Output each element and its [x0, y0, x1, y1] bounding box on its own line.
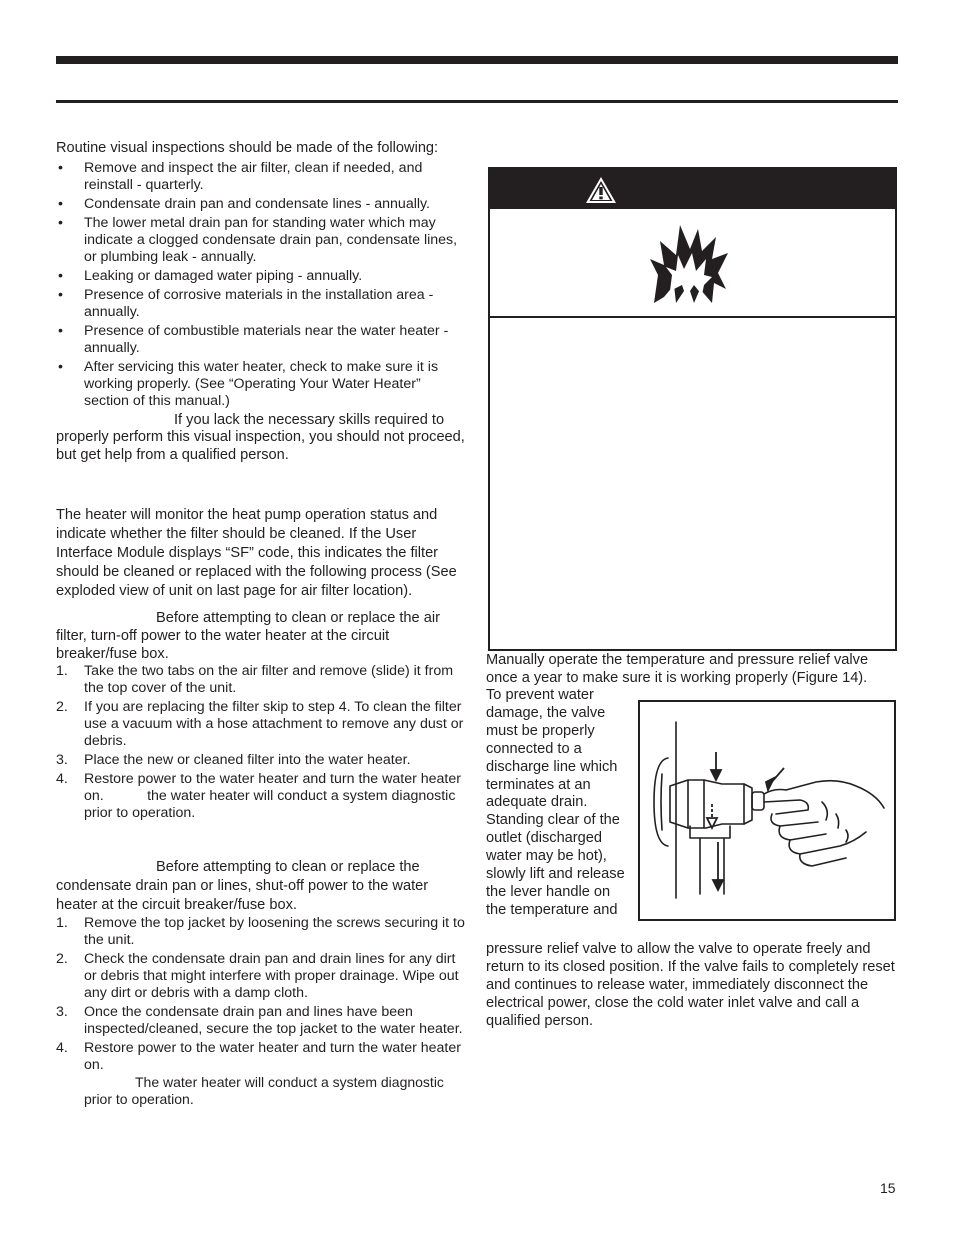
- filter-caution: Before attempting to clean or replace the air filter, turn-off power to the water heater at the circuit breaker/fuse box.: [56, 610, 440, 662]
- skills-note: If you lack the necessary skills required to properly perform this visual inspection, you should not proceed, but get help from a qualified person.: [56, 411, 465, 463]
- header-rule-thick: [56, 56, 898, 64]
- filter-steps: [56, 663, 468, 822]
- explosion-icon: [650, 219, 730, 305]
- warning-box: [488, 167, 897, 651]
- filter-intro: The heater will monitor the heat pump operation status and indicate whether the filter should be cleaned. If the User Interface Module displays “SF” code, this indicates the filter should be cleaned or replaced with the following process (See exploded view of unit on last page for air filter location).: [56, 507, 457, 599]
- left-column: [56, 140, 468, 1108]
- list-item: • Presence of corrosive materials in the installation area - annually.: [58, 286, 434, 320]
- warning-triangle-icon: [585, 176, 617, 204]
- relief-safety-text: To prevent water damage, the valve must be properly connected to a discharge line which terminates at an adequate drain. Standing clear of the outlet (discharged water may be hot), slowly lift and release the lever handle on the temperature and: [486, 687, 625, 918]
- header-rule-thin: [56, 100, 898, 103]
- right-column-top: [486, 651, 898, 687]
- list-item: 4. Restore power to the water heater and turn the water heater on. the water heater will conduct a system diagnostic prior to operation.: [56, 771, 465, 821]
- list-item: 4. Restore power to the water heater and turn the water heater on.: [56, 1040, 461, 1073]
- list-item: • Condensate drain pan and condensate lines - annually.: [58, 195, 430, 212]
- list-item: • Leaking or damaged water piping - annually.: [58, 267, 363, 284]
- drain-note: The water heater will conduct a system diagnostic prior to operation.: [84, 1074, 444, 1107]
- relief-valve-figure: [638, 700, 896, 921]
- list-item: 1. Take the two tabs on the air filter and remove (slide) it from the top cover of the unit.: [56, 663, 454, 696]
- inspection-intro: Routine visual inspections should be made of the following:: [56, 140, 439, 156]
- list-item: • Remove and inspect the air filter, clean if needed, and reinstall - quarterly.: [58, 159, 423, 193]
- right-column-bottom: [486, 940, 898, 1030]
- drain-steps: [56, 915, 468, 1074]
- page-number: 15: [880, 1180, 896, 1196]
- list-item: 1. Remove the top jacket by loosening the screws securing it to the unit.: [56, 915, 465, 948]
- list-item: 3. Place the new or cleaned filter into the water heater.: [56, 752, 411, 768]
- list-item: • Presence of combustible materials near the water heater - annually.: [58, 322, 449, 356]
- relief-instruction: Manually operate the temperature and pressure relief valve once a year to make sure it is working properly (Figure 14).: [486, 652, 869, 686]
- right-column-narrow: [486, 687, 634, 920]
- inspection-list: [56, 160, 468, 410]
- list-item: • After servicing this water heater, check to make sure it is working properly. (See “Operating Your Water Heater” section of this manual.): [58, 358, 439, 409]
- relief-continue-text: pressure relief valve to allow the valve to operate freely and return to its closed position. If the valve fails to completely reset and continues to release water, immediately disconnect the electrical power, close the cold water inlet valve and call a qualified person.: [486, 941, 895, 1029]
- list-item: 2. Check the condensate drain pan and drain lines for any dirt or debris that might interfere with proper drainage. Wipe out any dirt or debris with a damp cloth.: [56, 951, 459, 1001]
- list-item: • The lower metal drain pan for standing water which may indicate a clogged condensate drain pan, condensate lines, or plumbing leak - annually.: [58, 214, 458, 265]
- relief-valve-illustration: [640, 702, 894, 919]
- warning-header: [490, 169, 895, 209]
- list-item: 3. Once the condensate drain pan and lines have been inspected/cleaned, secure the top jacket to the water heater.: [56, 1004, 463, 1037]
- list-item: 2. If you are replacing the filter skip to step 4. To clean the filter use a vacuum with a hose attachment to remove any dust or debris.: [56, 699, 464, 749]
- warning-image-area: [490, 209, 895, 318]
- drain-caution: Before attempting to clean or replace the condensate drain pan or lines, shut-off power to the water heater at the circuit breaker/fuse box.: [56, 859, 429, 913]
